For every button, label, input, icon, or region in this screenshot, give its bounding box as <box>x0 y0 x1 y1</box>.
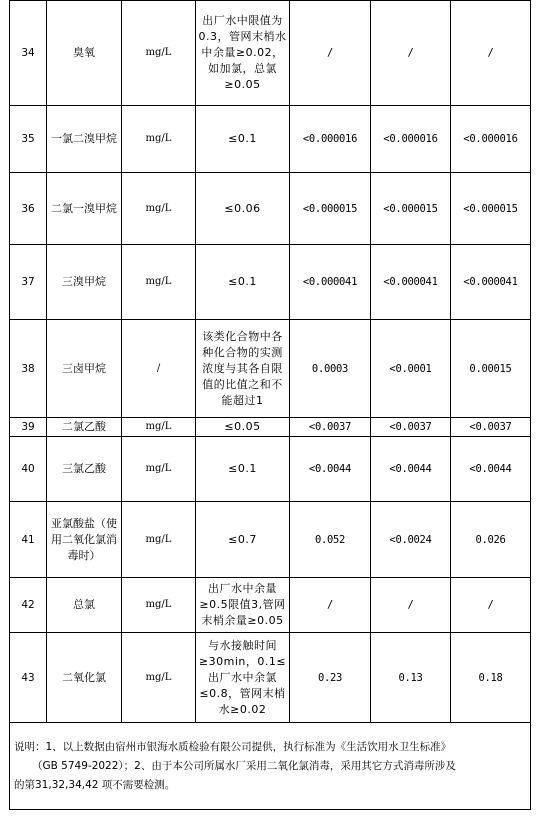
item-unit: mg/L <box>122 437 196 502</box>
result-value-3: <0.0037 <box>451 418 531 437</box>
item-limit: 出厂水中余量≥0.5限值3,管网末梢余量≥0.05 <box>196 578 290 633</box>
table-row <box>10 437 531 502</box>
item-unit: mg/L <box>122 633 196 723</box>
note-cell <box>10 723 531 810</box>
item-number: 36 <box>10 173 47 245</box>
item-unit: mg/L <box>122 245 196 320</box>
result-value-2: / <box>371 578 451 633</box>
result-value-3: 0.18 <box>451 633 531 723</box>
result-value-1: / <box>290 1 371 106</box>
table-row <box>10 633 531 723</box>
table-row <box>10 502 531 578</box>
item-number: 42 <box>10 578 47 633</box>
item-number: 37 <box>10 245 47 320</box>
result-value-2: <0.000041 <box>371 245 451 320</box>
item-number: 34 <box>10 1 47 106</box>
result-value-1: <0.000015 <box>290 173 371 245</box>
result-value-1: <0.000016 <box>290 106 371 173</box>
result-value-2: / <box>371 1 451 106</box>
result-value-1: <0.0037 <box>290 418 371 437</box>
item-number: 35 <box>10 106 47 173</box>
item-name: 二氯一溴甲烷 <box>47 173 122 245</box>
item-unit: mg/L <box>122 418 196 437</box>
item-name: 二氯乙酸 <box>47 418 122 437</box>
result-value-3: 0.00015 <box>451 320 531 418</box>
result-value-2: <0.000016 <box>371 106 451 173</box>
item-name: 总氯 <box>47 578 122 633</box>
result-value-1: 0.23 <box>290 633 371 723</box>
item-name: 三卤甲烷 <box>47 320 122 418</box>
result-value-1: <0.000041 <box>290 245 371 320</box>
item-name: 一氯二溴甲烷 <box>47 106 122 173</box>
result-value-2: <0.0024 <box>371 502 451 578</box>
result-value-2: 0.13 <box>371 633 451 723</box>
water-quality-table <box>9 0 531 810</box>
item-limit: ≤0.7 <box>196 502 290 578</box>
item-unit: mg/L <box>122 578 196 633</box>
result-value-2: <0.0037 <box>371 418 451 437</box>
table-row <box>10 578 531 633</box>
table-row <box>10 106 531 173</box>
item-name: 臭氧 <box>47 1 122 106</box>
result-value-3: <0.0044 <box>451 437 531 502</box>
item-number: 40 <box>10 437 47 502</box>
item-limit: ≤0.06 <box>196 173 290 245</box>
item-limit: 与水接触时间≥30min，0.1≤出厂水中余氯≤0.8，管网末梢水≥0.02 <box>196 633 290 723</box>
item-unit: mg/L <box>122 1 196 106</box>
result-value-2: <0.000015 <box>371 173 451 245</box>
item-limit: 该类化合物中各种化合物的实测浓度与其各自限值的比值之和不能超过1 <box>196 320 290 418</box>
item-limit: ≤0.05 <box>196 418 290 437</box>
item-unit: / <box>122 320 196 418</box>
item-name: 三溴甲烷 <box>47 245 122 320</box>
result-value-3: / <box>451 1 531 106</box>
table-row <box>10 1 531 106</box>
result-value-1: / <box>290 578 371 633</box>
item-unit: mg/L <box>122 173 196 245</box>
result-value-1: 0.0003 <box>290 320 371 418</box>
table-row <box>10 418 531 437</box>
note-line-3: 的第31,32,34,42 项不需要检测。 <box>14 778 176 791</box>
result-value-1: <0.0044 <box>290 437 371 502</box>
note-line-1: 说明：1、以上数据由宿州市银海水质检验有限公司提供，执行标准为《生活饮用水卫生标准》 <box>14 740 452 753</box>
item-number: 41 <box>10 502 47 578</box>
item-limit: ≤0.1 <box>196 437 290 502</box>
item-number: 38 <box>10 320 47 418</box>
table-row <box>10 173 531 245</box>
table-row <box>10 245 531 320</box>
item-unit: mg/L <box>122 502 196 578</box>
item-number: 39 <box>10 418 47 437</box>
item-name: 亚氯酸盐（使用二氧化氯消毒时） <box>47 502 122 578</box>
item-number: 43 <box>10 633 47 723</box>
result-value-3: <0.000041 <box>451 245 531 320</box>
result-value-2: <0.0001 <box>371 320 451 418</box>
item-unit: mg/L <box>122 106 196 173</box>
result-value-3: 0.026 <box>451 502 531 578</box>
result-value-3: / <box>451 578 531 633</box>
note-line-2: （GB 5749-2022）；2、由于本公司所属水厂采用二氧化氯消毒，采用其它方式消毒所涉及 <box>32 759 456 772</box>
item-name: 三氯乙酸 <box>47 437 122 502</box>
result-value-3: <0.000015 <box>451 173 531 245</box>
note-row <box>10 723 531 810</box>
item-limit: ≤0.1 <box>196 106 290 173</box>
item-limit: ≤0.1 <box>196 245 290 320</box>
table-row <box>10 320 531 418</box>
result-value-1: 0.052 <box>290 502 371 578</box>
item-limit: 出厂水中限值为0.3，管网末梢水中余量≥0.02，如加氯，总氯≥0.05 <box>196 1 290 106</box>
result-value-2: <0.0044 <box>371 437 451 502</box>
item-name: 二氧化氯 <box>47 633 122 723</box>
result-value-3: <0.000016 <box>451 106 531 173</box>
